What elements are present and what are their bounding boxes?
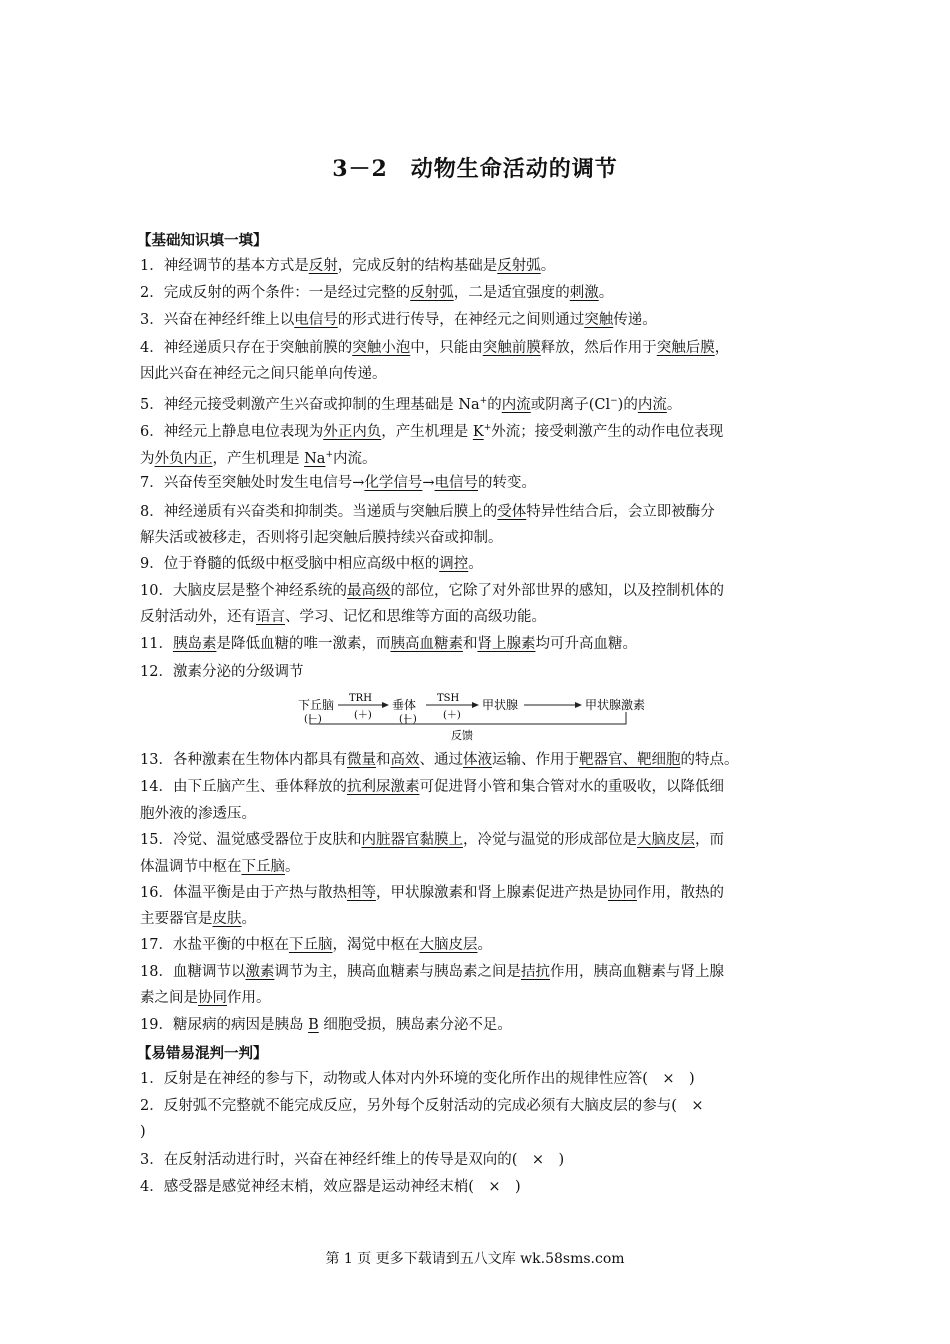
text-segment: 16．体温平衡是由于产热与散热 <box>140 885 347 901</box>
answer-blank: 胰岛素 <box>172 636 217 652</box>
text-segment: 10．大脑皮层是整个神经系统的 <box>140 583 347 599</box>
answer-blank: 调控 <box>439 556 469 572</box>
plus-1: (＋) <box>354 710 372 721</box>
text-segment: 19．糖尿病的病因是胰岛 <box>140 1017 309 1033</box>
text-segment: 作用。 <box>227 990 271 1006</box>
text-segment: ，产生机理是 <box>381 423 473 440</box>
item-10 <box>140 581 820 601</box>
answer-blank: 体液 <box>462 752 492 768</box>
judge-4: 4．感受器是感觉神经末梢，效应器是运动神经末梢( × ) <box>140 1179 521 1195</box>
item-11 <box>140 634 820 654</box>
item-16-cont <box>140 909 820 929</box>
item-18-cont <box>140 988 820 1008</box>
text-segment: ，而 <box>694 832 724 848</box>
text-segment: 1．神经调节的基本方式是 <box>140 258 309 274</box>
answer-blank: 受体 <box>497 504 527 520</box>
text-segment: + <box>325 450 333 460</box>
item-5 <box>140 391 820 415</box>
text-segment: 素之间是 <box>140 990 198 1006</box>
text-segment: ，甲状腺激素和肾上腺素促进产热是 <box>375 885 608 901</box>
text-segment: 作用，胰高血糖素与肾上腺 <box>549 964 724 980</box>
item-15 <box>140 830 820 850</box>
text-segment: 调节为主，胰高血糖素与胰岛素之间是 <box>274 964 521 980</box>
text-segment: 6．神经元上静息电位表现为 <box>140 423 324 440</box>
text-segment: 8．神经递质有兴奋类和抑制类。当递质与突触后膜上的 <box>140 504 498 520</box>
node-thyroid: 甲状腺 <box>482 698 519 712</box>
item-13 <box>140 750 820 770</box>
text-segment: + <box>483 423 492 433</box>
text-segment: 内流。 <box>333 450 377 467</box>
text-segment: 中，只能由 <box>410 340 483 356</box>
text-segment: 作用，散热的 <box>636 885 724 901</box>
text-segment: 2．完成反射的两个条件：一是经过完整的 <box>140 285 411 301</box>
text-segment: 5．神经元接受刺激产生兴奋或抑制的生理基础是 Na <box>140 396 480 413</box>
node-pituitary: 垂体 <box>392 698 417 712</box>
answer-blank: 化学信号 <box>364 475 423 491</box>
text-segment: 。 <box>477 937 492 953</box>
item-10-cont <box>140 607 820 627</box>
answer-blank: 刺激 <box>569 285 599 301</box>
item-6-cont <box>140 445 820 469</box>
text-segment: 是降低血糖的唯一激素，而 <box>216 636 391 652</box>
feedback-minus-2: (－) <box>399 714 417 725</box>
node-thyroxine: 甲状腺激素 <box>585 698 646 712</box>
feedback-label: 反馈 <box>451 729 473 742</box>
answer-blank: 靶器官、靶细胞 <box>578 752 681 768</box>
text-segment: 。 <box>241 911 256 927</box>
text-segment: 释放，然后作用于 <box>540 340 657 356</box>
answer-blank: 协同 <box>607 885 637 901</box>
text-segment: 反射活动外，还有 <box>140 609 256 625</box>
text-segment: 。 <box>468 556 483 572</box>
text-segment: ，冷觉与温觉的形成部位是 <box>462 832 637 848</box>
text-segment: 均可升高血糖。 <box>535 636 637 652</box>
text-segment: 7．兴奋传至突触处时发生电信号→ <box>140 475 365 491</box>
text-segment: ，完成反射的结构基础是 <box>337 258 498 274</box>
page-footer: 第 1 页 更多下载请到五八文库 wk.58sms.com <box>325 1251 625 1267</box>
judge-1: 1．反射是在神经的参与下，动物或人体对内外环境的变化所作出的规律性应答( × ) <box>140 1071 695 1087</box>
text-segment: 13．各种激素在生物体内都具有 <box>140 752 347 768</box>
item-15-cont <box>140 857 820 877</box>
answer-blank: 大脑皮层 <box>419 937 478 953</box>
item-8 <box>140 502 820 522</box>
answer-blank: 反射弧 <box>497 258 541 274</box>
text-segment: 特异性结合后，会立即被酶分 <box>526 504 715 520</box>
text-segment: 14．由下丘脑产生、垂体释放的 <box>140 779 347 795</box>
answer-blank: 胰高血糖素 <box>390 636 463 652</box>
answer-blank: 内流 <box>637 396 667 413</box>
text-segment: 运输、作用于 <box>491 752 579 768</box>
item-1 <box>140 256 820 276</box>
text-segment: 4．神经递质只存在于突触前膜的 <box>140 340 353 356</box>
text-segment: 18．血糖调节以 <box>140 964 246 980</box>
text-segment: ，渴觉中枢在 <box>332 937 420 953</box>
answer-blank: 突触 <box>584 312 614 328</box>
item-4 <box>140 338 820 358</box>
answer-blank: 最高级 <box>346 583 391 599</box>
text-segment: 为 <box>140 450 155 467</box>
text-segment: − <box>610 396 618 406</box>
node-hypothalamus: 下丘脑 <box>298 698 335 712</box>
text-segment: ，二是适宜强度的 <box>453 285 570 301</box>
item-19 <box>140 1015 820 1035</box>
answer-blank: 突触后膜 <box>656 340 715 356</box>
text-segment: 主要器官是 <box>140 911 213 927</box>
text-segment: 可促进肾小管和集合管对水的重吸收，以降低细 <box>419 779 724 795</box>
item-8-cont: 解失活或被移走，否则将引起突触后膜持续兴奋或抑制。 <box>140 530 503 546</box>
answer-blank: B <box>308 1017 319 1033</box>
text-segment: 、通过 <box>419 752 463 768</box>
answer-blank: 肾上腺素 <box>477 636 536 652</box>
text-segment: ，产生机理是 <box>212 450 305 467</box>
answer-blank: 抗利尿激素 <box>346 779 420 795</box>
text-segment: → <box>422 475 435 491</box>
answer-blank: 外正内负 <box>323 423 382 440</box>
item-12: 12．激素分泌的分级调节 <box>140 664 304 680</box>
answer-blank: 反射 <box>308 258 338 274</box>
answer-blank: 突触前膜 <box>482 340 541 356</box>
text-segment: 的特点。 <box>680 752 739 768</box>
item-14 <box>140 777 820 797</box>
text-segment: 。 <box>666 396 682 413</box>
answer-blank: 突触小泡 <box>352 340 411 356</box>
answer-blank: 下丘脑 <box>288 937 333 953</box>
text-segment: 或阴离子(Cl <box>530 396 611 413</box>
text-segment: 的 <box>487 396 502 413</box>
text-segment: 9．位于脊髓的低级中枢受脑中相应高级中枢的 <box>140 556 440 572</box>
text-segment: 和 <box>375 752 391 768</box>
item-14-cont: 胞外液的渗透压。 <box>140 806 256 822</box>
item-18 <box>140 962 820 982</box>
answer-blank: K <box>472 423 484 440</box>
text-segment: 的部位，它除了对外部世界的感知，以及控制机体的 <box>390 583 724 599</box>
judge-3: 3．在反射活动进行时，兴奋在神经纤维上的传导是双向的( × ) <box>140 1152 565 1168</box>
section-heading-judge: 【易错易混判一判】 <box>137 1045 268 1062</box>
section-heading-basics: 【基础知识填一填】 <box>137 232 268 249</box>
answer-blank: 内脏器官黏膜上 <box>361 832 463 848</box>
answer-blank: 电信号 <box>434 475 479 491</box>
text-segment: ， <box>714 340 730 356</box>
text-segment: 。 <box>540 258 556 274</box>
answer-blank: 外负内正 <box>154 450 213 467</box>
text-segment: )的 <box>617 396 638 413</box>
text-segment: 的形式进行传导，在神经元之间则通过 <box>337 312 585 328</box>
label-tsh: TSH <box>437 693 460 704</box>
judge-2: 2．反射弧不完整就不能完成反应，另外每个反射活动的完成必须有大脑皮层的参与( × <box>140 1098 704 1114</box>
answer-blank: 高效 <box>390 752 420 768</box>
item-17 <box>140 935 820 955</box>
answer-blank: 电信号 <box>294 312 338 328</box>
text-segment: 。 <box>285 859 300 875</box>
answer-blank: 协同 <box>198 990 227 1006</box>
answer-blank: 拮抗 <box>520 964 550 980</box>
plus-2: (＋) <box>443 710 461 721</box>
answer-blank: 内流 <box>501 396 531 413</box>
text-segment: 体温调节中枢在 <box>140 859 242 875</box>
answer-blank: 下丘脑 <box>241 859 285 875</box>
answer-blank: 皮肤 <box>212 911 242 927</box>
item-6 <box>140 418 820 442</box>
label-trh: TRH <box>349 693 372 704</box>
text-segment: 。 <box>598 285 614 301</box>
answer-blank: 微量 <box>346 752 376 768</box>
text-segment: 11． <box>140 636 173 652</box>
text-segment: 、学习、记忆和思维等方面的高级功能。 <box>285 609 546 625</box>
item-9 <box>140 554 820 574</box>
text-segment: 和 <box>462 636 478 652</box>
answer-blank: 语言 <box>256 609 285 625</box>
answer-blank: 反射弧 <box>410 285 454 301</box>
item-3 <box>140 310 820 330</box>
item-4-cont: 因此兴奋在神经元之间只能单向传递。 <box>140 366 387 382</box>
text-segment: 17．水盐平衡的中枢在 <box>140 937 289 953</box>
item-2 <box>140 283 820 303</box>
answer-blank: 相等 <box>346 885 376 901</box>
text-segment: 的转变。 <box>478 475 537 491</box>
text-segment: 3．兴奋在神经纤维上以 <box>140 312 295 328</box>
judge-2-cont: ) <box>140 1124 146 1140</box>
text-segment: 15．冷觉、温觉感受器位于皮肤和 <box>140 832 362 848</box>
feedback-minus-1: (－) <box>304 714 322 725</box>
text-segment: 外流；接受刺激产生的动作电位表现 <box>491 423 724 440</box>
text-segment: 细胞受损，胰岛素分泌不足。 <box>318 1017 512 1033</box>
text-segment: + <box>479 396 488 406</box>
text-segment: 传递。 <box>613 312 657 328</box>
item-16 <box>140 883 820 903</box>
page-title: 3－2 动物生命活动的调节 <box>332 156 618 182</box>
answer-blank: Na <box>304 450 326 467</box>
answer-blank: 大脑皮层 <box>636 832 695 848</box>
answer-blank: 激素 <box>245 964 275 980</box>
hormone-regulation-diagram <box>296 692 656 742</box>
item-7 <box>140 473 820 493</box>
